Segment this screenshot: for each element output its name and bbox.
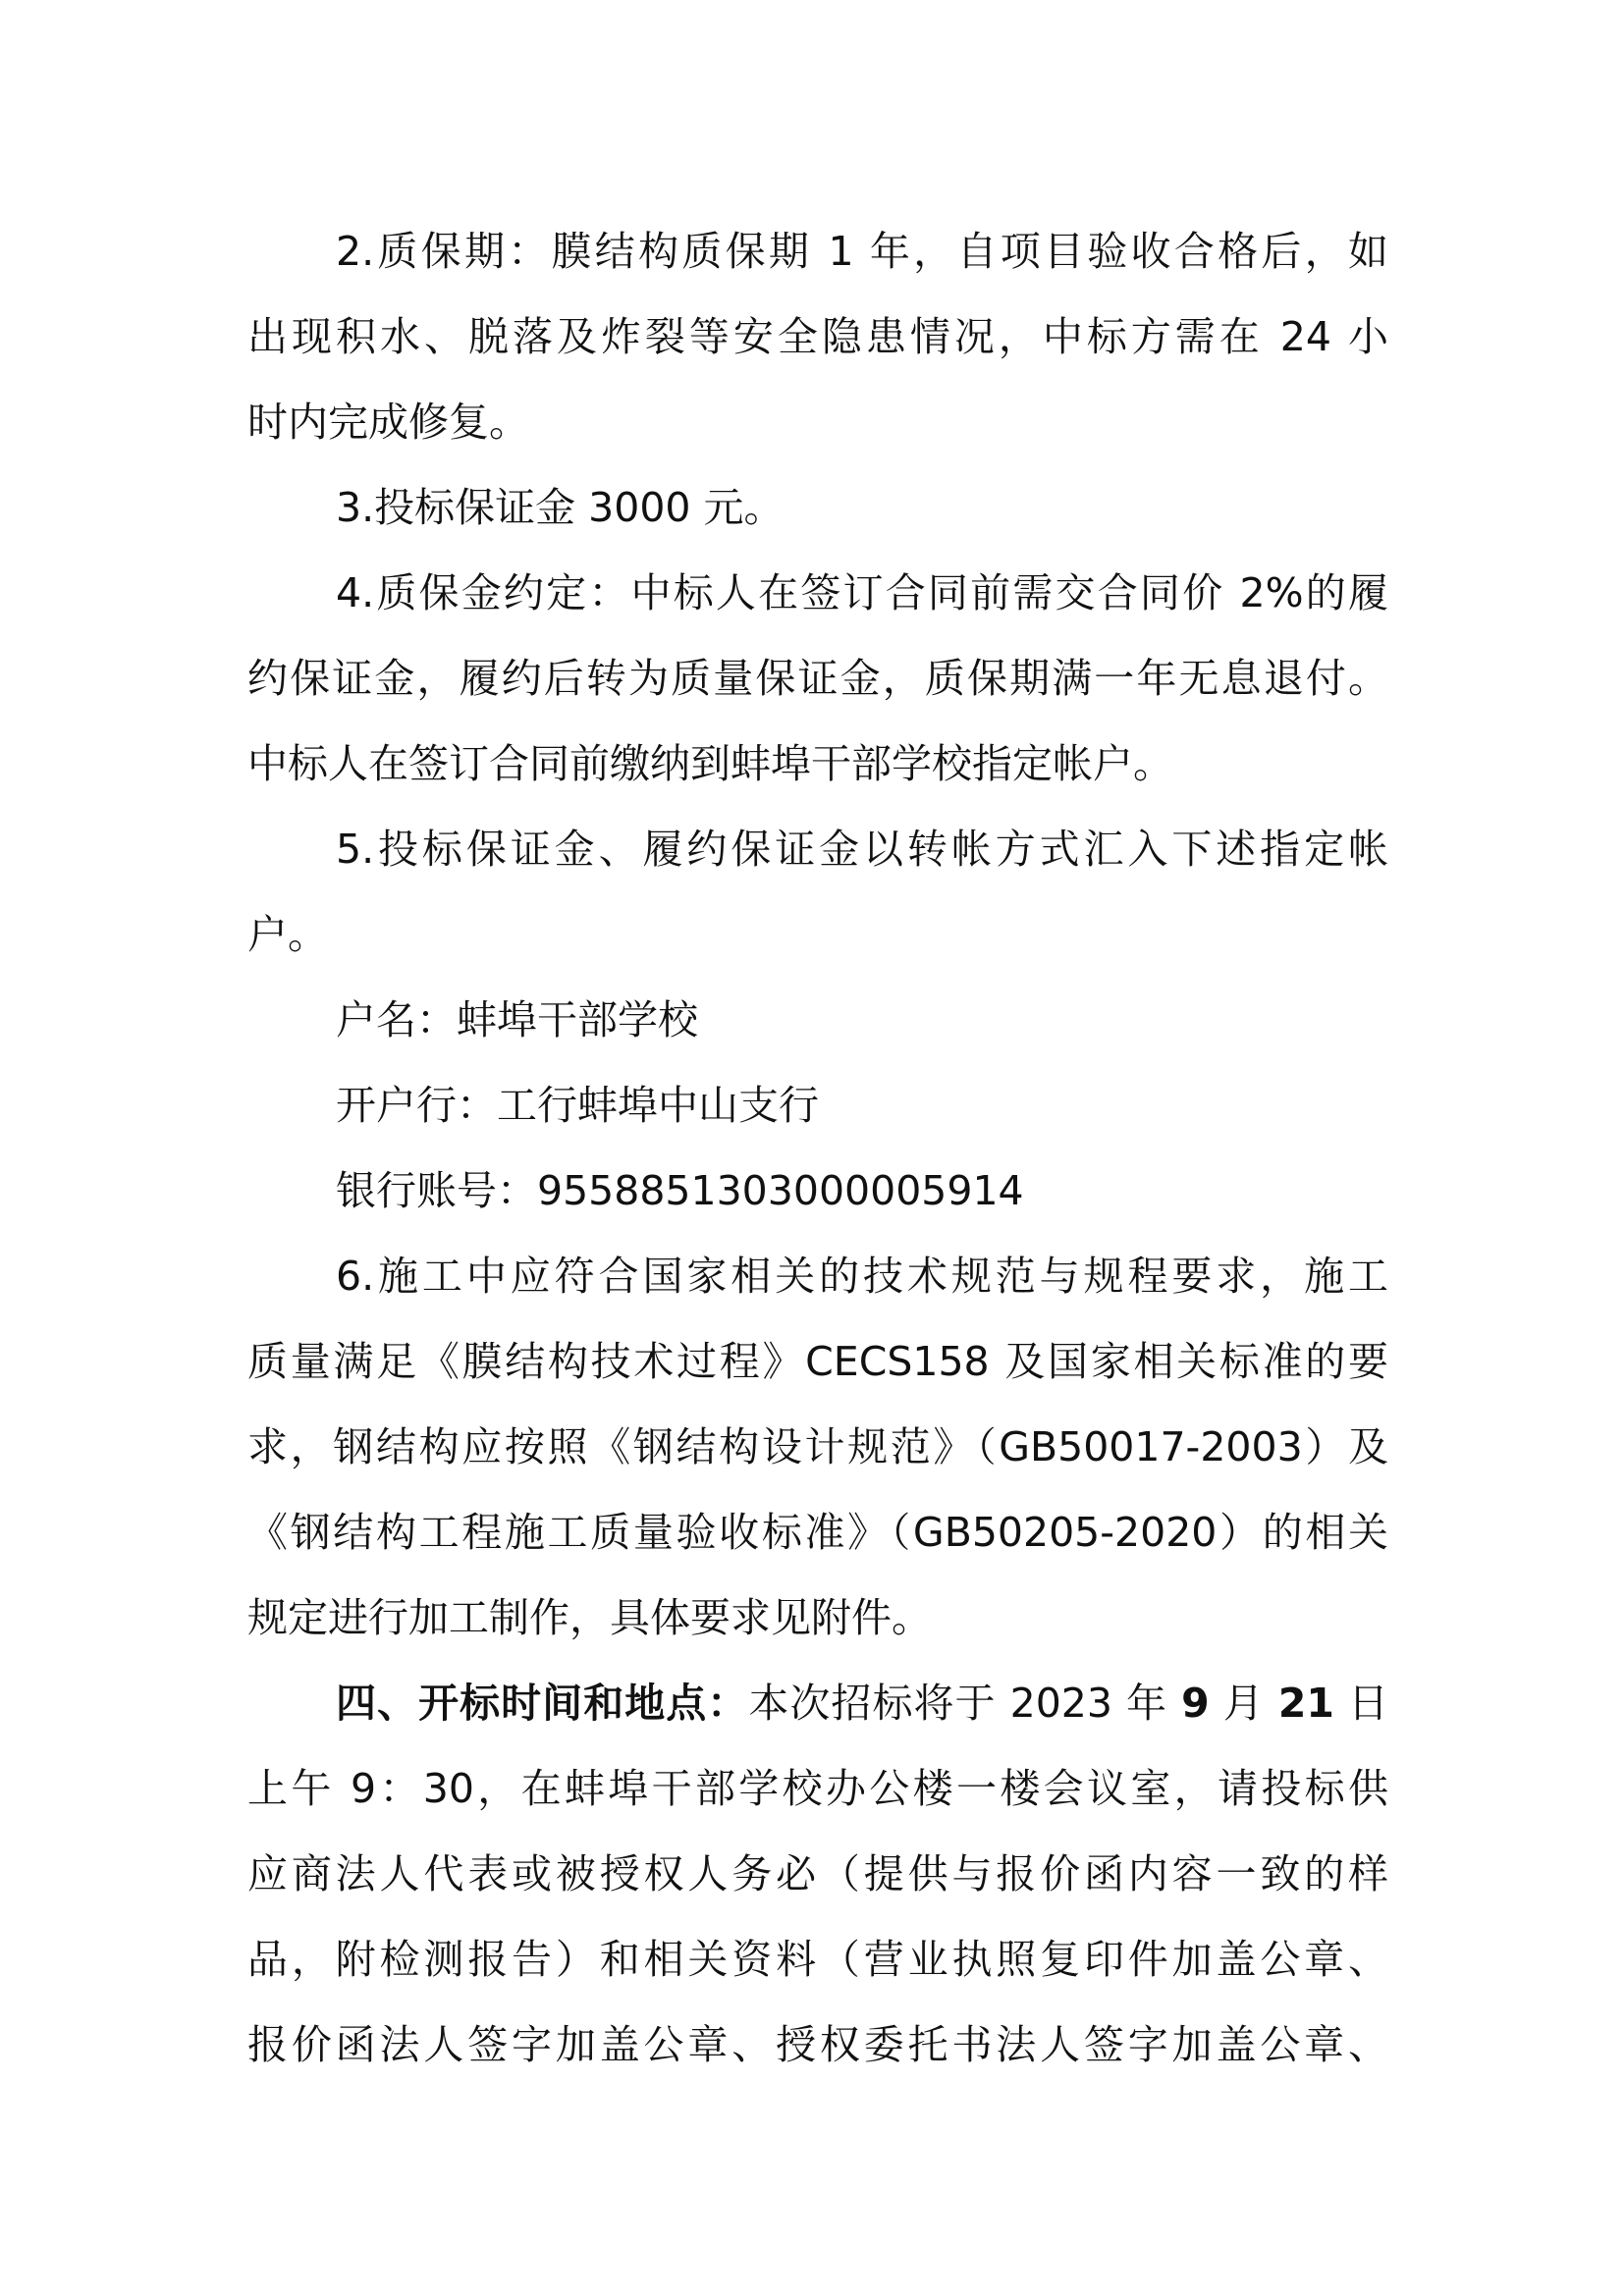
paragraph-bid-bond: 3.投标保证金 3000 元。 bbox=[336, 484, 785, 531]
section-opening-text-b: 月 bbox=[1209, 1680, 1278, 1727]
paragraph-standards-line-4: 《钢结构工程施工质量验收标准》（GB50205-2020）的相关 bbox=[247, 1509, 1388, 1556]
account-bank: 开户行：工行蚌埠中山支行 bbox=[336, 1082, 819, 1129]
section-opening-line-2: 上午 9：30，在蚌埠干部学校办公楼一楼会议室，请投标供 bbox=[247, 1765, 1388, 1812]
account-number: 银行账号：9558851303000005914 bbox=[336, 1167, 1024, 1214]
paragraph-standards-line-3: 求，钢结构应按照《钢结构设计规范》（GB50017-2003）及 bbox=[247, 1423, 1388, 1470]
section-opening-month: 9 bbox=[1181, 1680, 1210, 1727]
paragraph-retention-line-3: 中标人在签订合同前缴纳到蚌埠干部学校指定帐户。 bbox=[247, 740, 1173, 787]
section-opening-line-1 bbox=[336, 1660, 1388, 1746]
section-opening-heading: 四、开标时间和地点： bbox=[336, 1680, 749, 1727]
paragraph-transfer-line-2: 户。 bbox=[247, 911, 328, 958]
paragraph-retention-line-1: 4.质保金约定：中标人在签订合同前需交合同价 2%的履 bbox=[336, 569, 1388, 616]
section-opening-line-5: 报价函法人签字加盖公章、授权委托书法人签字加盖公章、 bbox=[247, 2021, 1388, 2068]
section-opening-line-4: 品，附检测报告）和相关资料（营业执照复印件加盖公章、 bbox=[247, 1936, 1388, 1983]
section-opening-line-3: 应商法人代表或被授权人务必（提供与报价函内容一致的样 bbox=[247, 1850, 1388, 1897]
paragraph-warranty-line-3: 时内完成修复。 bbox=[247, 399, 529, 446]
paragraph-standards-line-2: 质量满足《膜结构技术过程》CECS158 及国家相关标准的要 bbox=[247, 1338, 1388, 1385]
section-opening-text-a: 本次招标将于 2023 年 bbox=[748, 1680, 1182, 1727]
paragraph-standards-line-1: 6.施工中应符合国家相关的技术规范与规程要求，施工 bbox=[336, 1253, 1388, 1300]
paragraph-retention-line-2: 约保证金，履约后转为质量保证金，质保期满一年无息退付。 bbox=[247, 655, 1388, 702]
paragraph-warranty-line-2: 出现积水、脱落及炸裂等安全隐患情况，中标方需在 24 小 bbox=[247, 313, 1388, 360]
paragraph-standards-line-5: 规定进行加工制作，具体要求见附件。 bbox=[247, 1594, 932, 1641]
paragraph-warranty-line-1: 2.质保期：膜结构质保期 1 年，自项目验收合格后，如 bbox=[336, 228, 1388, 275]
section-opening-day: 21 bbox=[1277, 1680, 1334, 1727]
section-opening-text-c: 日 bbox=[1333, 1680, 1388, 1727]
paragraph-transfer-line-1: 5.投标保证金、履约保证金以转帐方式汇入下述指定帐 bbox=[336, 826, 1388, 873]
account-name: 户名：蚌埠干部学校 bbox=[336, 996, 698, 1043]
